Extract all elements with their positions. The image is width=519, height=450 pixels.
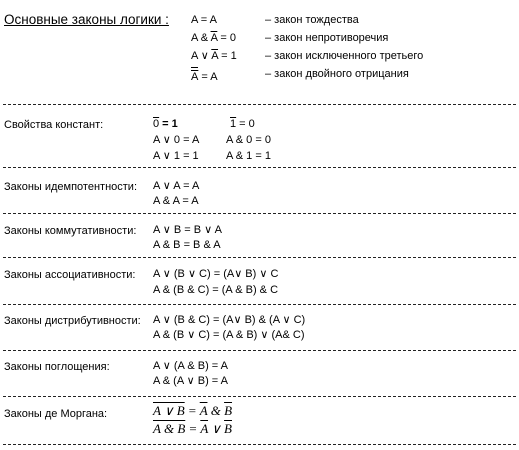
distributivity-formula: A ∨ (B & C) = (A∨ B) & (A ∨ C) bbox=[153, 314, 306, 326]
divider bbox=[3, 304, 516, 305]
law-noncontradiction-expr: A & $\overline{A} = 0$ bbox=[191, 32, 236, 44]
law-double-negation-name: – закон двойного отрицания bbox=[265, 68, 409, 80]
law-excluded-middle-expr: A ∨ $\overline{A} = 1$ bbox=[191, 50, 237, 62]
absorption-formula: A & (A ∨ B) = A bbox=[153, 375, 229, 387]
demorgan-label: Законы де Моргана: bbox=[4, 408, 108, 420]
neg-one: 1 = 0 bbox=[230, 118, 255, 130]
constants-formula: A ∨ 0 = A bbox=[153, 134, 200, 146]
commutativity-formula: A ∨ B = B ∨ A bbox=[153, 224, 222, 236]
distributivity-label: Законы дистрибутивности: bbox=[4, 315, 141, 327]
commutativity-label: Законы коммутативности: bbox=[4, 225, 137, 237]
commutativity-formula: A & B = B & A bbox=[153, 239, 221, 251]
law-excluded-middle-name: – закон исключенного третьего bbox=[265, 50, 424, 62]
demorgan-formula: A ∨ $B = \overline{A}$ & $\overline{B}$ bbox=[153, 403, 233, 418]
divider bbox=[3, 167, 516, 168]
divider bbox=[3, 444, 516, 445]
law-double-negation-expr: $\overline{A} = A$ bbox=[191, 67, 218, 84]
distributivity-formula: A & (B ∨ C) = (A & B) ∨ (A& C) bbox=[153, 329, 305, 341]
constants-formula: A & 1 = 1 bbox=[226, 150, 271, 162]
demorgan-formula: A & $B = \overline{A}$ ∨ $\overline{B}$ bbox=[153, 421, 232, 436]
law-identity-expr: A = A bbox=[191, 14, 217, 26]
law-noncontradiction-name: – закон непротиворечия bbox=[265, 32, 389, 44]
constants-formula: A & 0 = 0 bbox=[226, 134, 271, 146]
associativity-label: Законы ассоциативности: bbox=[4, 269, 136, 281]
constants-label: Свойства констант: bbox=[4, 119, 104, 131]
law-identity-name: – закон тождества bbox=[265, 14, 359, 26]
absorption-formula: A ∨ (A & B) = A bbox=[153, 360, 229, 372]
divider bbox=[3, 213, 516, 214]
associativity-formula: A ∨ (B ∨ C) = (A∨ B) ∨ C bbox=[153, 268, 279, 280]
associativity-formula: A & (B & C) = (A & B) & C bbox=[153, 284, 279, 296]
idempotence-formula: A ∨ A = A bbox=[153, 180, 200, 192]
idempotence-label: Законы идемпотентности: bbox=[4, 181, 138, 193]
neg-zero: 0 = 1 bbox=[153, 118, 178, 130]
divider bbox=[3, 350, 516, 351]
absorption-label: Законы поглощения: bbox=[4, 361, 110, 373]
constants-formula: A ∨ 1 = 1 bbox=[153, 150, 199, 162]
idempotence-formula: A & A = A bbox=[153, 195, 199, 207]
divider bbox=[3, 104, 516, 105]
divider bbox=[3, 396, 516, 397]
page-title: Основные законы логики : bbox=[4, 12, 169, 27]
divider bbox=[3, 257, 516, 258]
